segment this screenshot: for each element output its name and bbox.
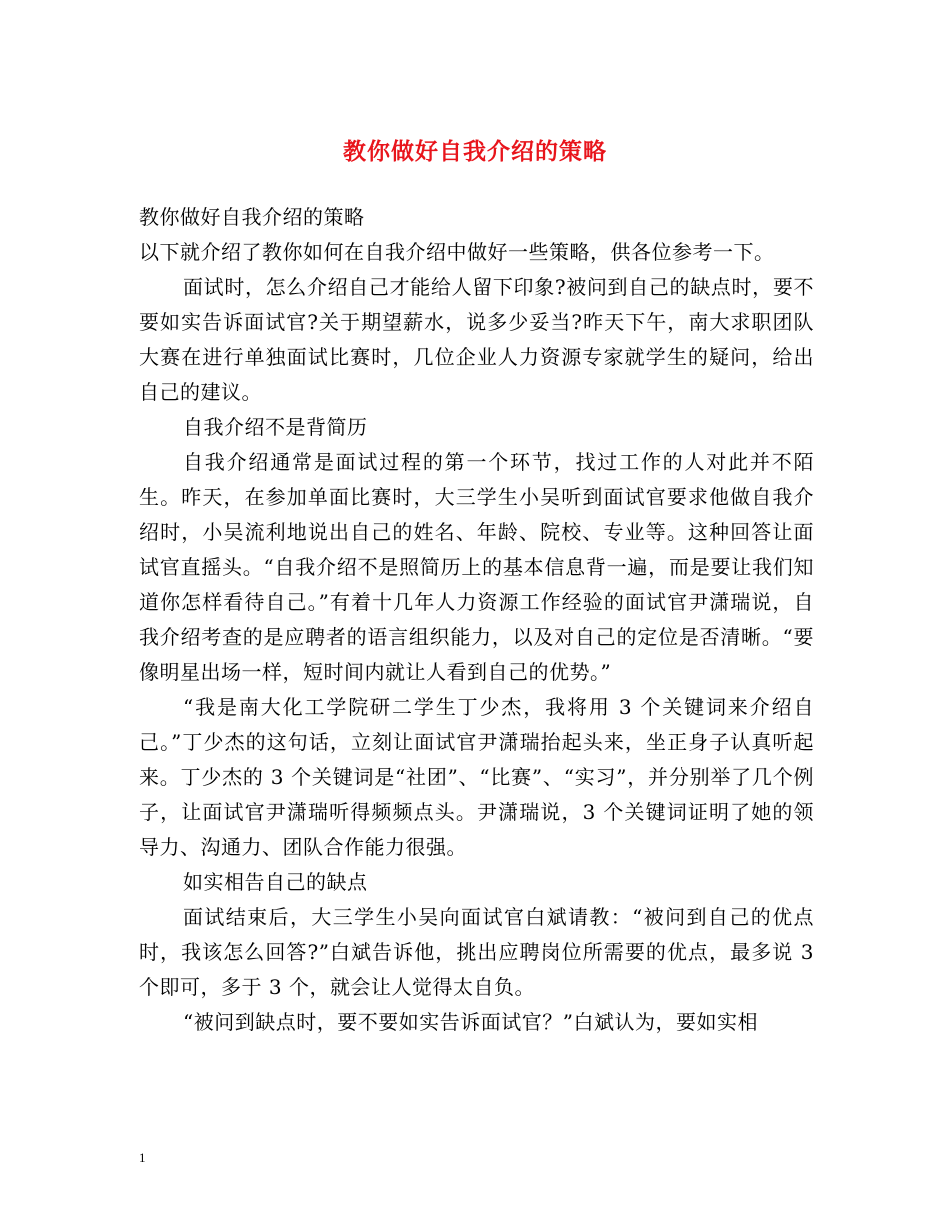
document-body — [139, 200, 814, 1040]
paragraph: “被问到缺点时，要不要如实告诉面试官？”白斌认为，要如实相 — [183, 1010, 758, 1034]
document-title: 教你做好自我介绍的策略 — [343, 138, 607, 165]
page-number: 1 — [139, 1150, 146, 1165]
paragraph: 面试时，怎么介绍自己才能给人留下印象?被问到自己的缺点时，要不要如实告诉面试官?关于期望薪水，说多少妥当?昨天下午，南大求职团队大赛在进行单独面试比赛时，几位企业人力资源专家就学生的疑问，给出自己的建议。 — [139, 275, 814, 404]
section-heading: 如实相告自己的缺点 — [183, 870, 368, 894]
paragraph: 教你做好自我介绍的策略 — [139, 205, 365, 229]
paragraph: 以下就介绍了教你如何在自我介绍中做好一些策略，供各位参考一下。 — [139, 240, 775, 264]
section-heading: 自我介绍不是背简历 — [183, 415, 368, 439]
paragraph: 自我介绍通常是面试过程的第一个环节，找过工作的人对此并不陌生。昨天，在参加单面比赛时，大三学生小吴听到面试官要求他做自我介绍时，小吴流利地说出自己的姓名、年龄、院校、专业等。这种回答让面试官直摇头。“自我介绍不是照简历上的基本信息背一遍，而是要让我们知道你怎样看待自己。”有着十几年人力资源工作经验的面试官尹潇瑞说，自我介绍考查的是应聘者的语言组织能力，以及对自己的定位是否清晰。“要像明星出场一样，短时间内就让人看到自己的优势。” — [139, 450, 814, 684]
paragraph: “我是南大化工学院研二学生丁少杰，我将用 3 个关键词来介绍自己。”丁少杰的这句话，立刻让面试官尹潇瑞抬起头来，坐正身子认真听起来。丁少杰的 3 个关键词是“社团”、“比赛”、“实习”，并分别举了几个例子，让面试官尹潇瑞听得频频点头。尹潇瑞说，3 个关键词证明了她的领导力、沟通力、团队合作能力很强。 — [139, 695, 814, 859]
paragraph: 面试结束后，大三学生小吴向面试官白斌请教：“被问到自己的优点时，我该怎么回答?”白斌告诉他，挑出应聘岗位所需要的优点，最多说 3 个即可，多于 3 个，就会让人觉得太自负。 — [139, 905, 814, 999]
